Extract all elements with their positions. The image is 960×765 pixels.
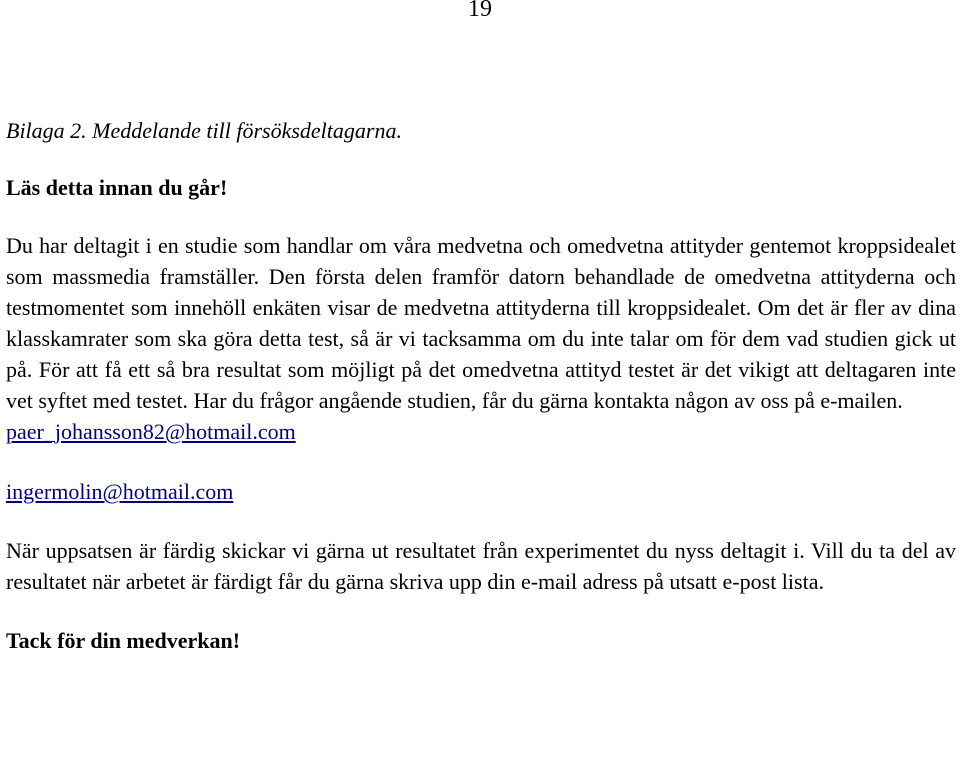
read-heading: Läs detta innan du går! <box>6 175 228 200</box>
page-number: 19 <box>468 0 492 22</box>
closing-paragraph: När uppsatsen är färdig skickar vi gärna ut resultatet från experimentet du nyss deltagit i. Vill du ta del av resultatet när arbetet är färdigt får du gärna skriva upp din e-mail adress på utsatt e-post lista. <box>6 538 956 594</box>
thanks-text: Tack för din medverkan! <box>6 628 241 653</box>
email-link-paer[interactable]: paer_johansson82@hotmail.com <box>6 419 296 444</box>
appendix-title: Bilaga 2. Meddelande till försöksdeltagarna. <box>6 118 402 143</box>
email-link-inger[interactable]: ingermolin@hotmail.com <box>6 479 234 504</box>
body-paragraph: Du har deltagit i en studie som handlar om våra medvetna och omedvetna attityder gentemot kroppsidealet som massmedia framställer. Den första delen framför datorn behandlade de omedvetna attityderna och testmomentet som innehöll enkäten visar de medvetna attityderna till kroppsidealet. Om det är fler av dina klasskamrater som ska göra detta test, så är vi tacksamma om du inte talar om för dem vad studien gick ut på. För att få ett så bra resultat som möjligt på det omedvetna attityd testet är det vikigt att deltagaren inte vet syftet med testet. Har du frågor angående studien, får du gärna kontakta någon av oss på e-mailen. <box>6 233 956 413</box>
document-body <box>6 115 956 656</box>
